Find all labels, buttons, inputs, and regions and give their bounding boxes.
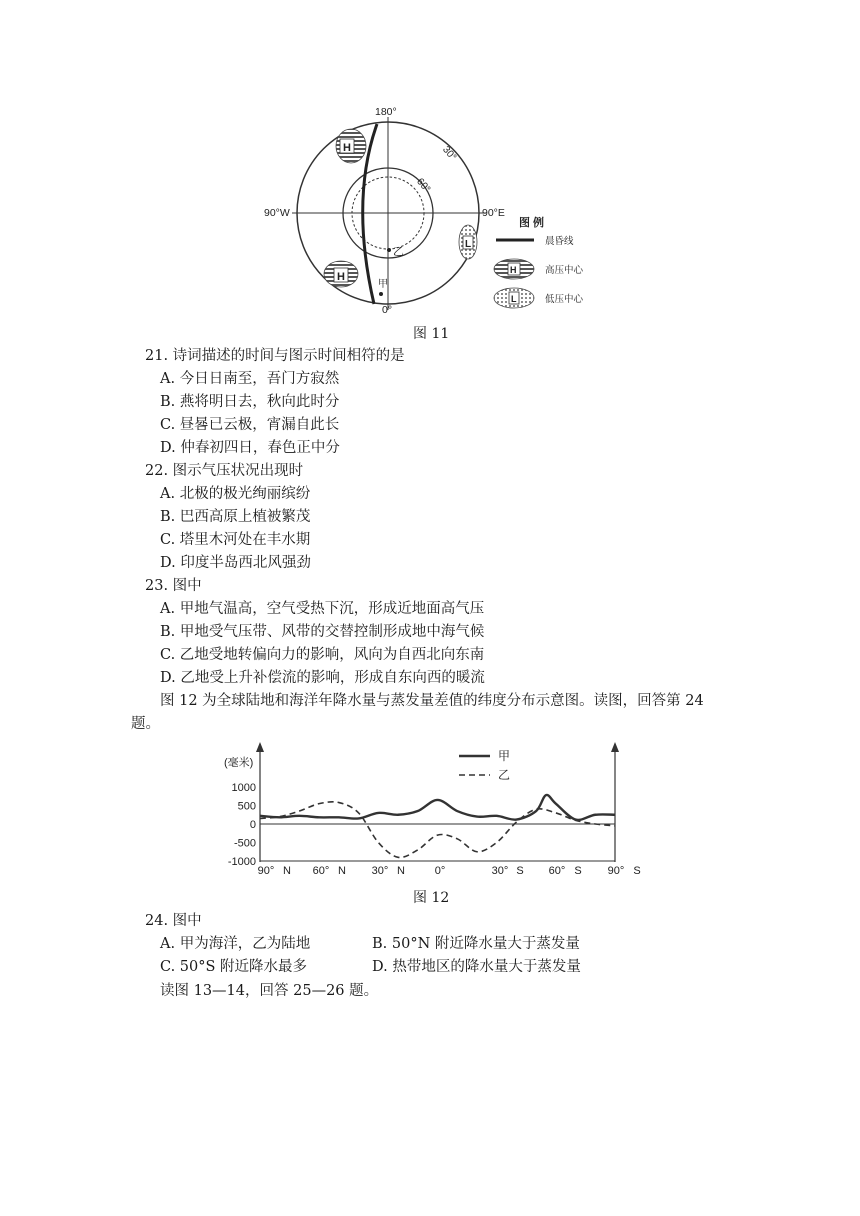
y-axis-arrow-right [611, 742, 619, 752]
label-60deg: 60° [414, 176, 433, 196]
question-23-option-a[interactable]: A. 甲地气温高，空气受热下沉，形成近地面高气压 [160, 601, 485, 617]
figure-11-polar-map [260, 100, 600, 320]
question-24-stem: 24. 图中 [145, 913, 202, 929]
x-tick-label: S [633, 865, 641, 877]
question-23-option-d[interactable]: D. 乙地受上升补偿流的影响，形成自东向西的暖流 [160, 670, 485, 686]
question-24-option-a[interactable]: A. 甲为海洋，乙为陆地 [160, 936, 311, 952]
figure-12-intro-line2: 题。 [131, 716, 160, 732]
x-tick-label: N [397, 865, 405, 877]
question-21-option-b[interactable]: B. 燕将明日去，秋向此时分 [160, 394, 340, 410]
question-22-option-c[interactable]: C. 塔里木河处在丰水期 [160, 532, 311, 548]
y-axis-unit: (毫米) [224, 757, 254, 769]
legend-terminator: 晨昏线 [545, 236, 574, 247]
x-tick-label: N [338, 865, 346, 877]
high-label: H [343, 142, 351, 154]
point-yi-label: 乙 [393, 246, 404, 258]
figure-12-chart [220, 740, 650, 880]
question-21-option-a[interactable]: A. 今日日南至，吾门方寂然 [160, 371, 340, 387]
y-tick-label: -500 [233, 837, 256, 850]
figure-12-caption: 图 12 [413, 890, 450, 906]
question-21-option-d[interactable]: D. 仲春初四日，春色正中分 [160, 440, 340, 456]
legend-low: 低压中心 [545, 294, 584, 305]
high-label: H [337, 271, 345, 283]
legend-h-letter: H [510, 265, 517, 275]
label-180: 180° [375, 106, 397, 118]
legend-title: 图 例 [519, 217, 545, 229]
question-24-option-b[interactable]: B. 50°N 附近降水量大于蒸发量 [372, 936, 580, 952]
figure-11-caption: 图 11 [413, 326, 450, 342]
x-tick-label: 90° [607, 865, 625, 877]
question-22-option-a[interactable]: A. 北极的极光绚丽缤纷 [160, 486, 311, 502]
label-90e: 90°E [482, 207, 505, 219]
question-22-option-d[interactable]: D. 印度半岛西北风强劲 [160, 555, 311, 571]
y-tick-label: 1000 [231, 782, 256, 794]
label-0: 0° [382, 304, 393, 316]
low-label: L [465, 239, 472, 250]
y-tick-label: 0 [249, 819, 256, 831]
question-22-stem: 22. 图示气压状况出现时 [145, 463, 304, 479]
figure-13-14-intro: 读图 13—14，回答 25—26 题。 [160, 983, 379, 999]
question-21-stem: 21. 诗词描述的时间与图示时间相符的是 [145, 348, 405, 364]
question-23-option-c[interactable]: C. 乙地受地转偏向力的影响，风向为自西北向东南 [160, 647, 485, 663]
point-jia-label: 甲 [378, 279, 388, 290]
x-tick-label: 90° [257, 865, 275, 877]
legend-high: 高压中心 [545, 265, 584, 276]
question-24-option-d[interactable]: D. 热带地区的降水量大于蒸发量 [372, 959, 581, 975]
question-23-option-b[interactable]: B. 甲地受气压带、风带的交替控制形成地中海气候 [160, 624, 485, 640]
question-21-option-c[interactable]: C. 昼晷已云极，宵漏自此长 [160, 417, 340, 433]
x-tick-label: 60° [548, 865, 566, 877]
label-30deg: 30° [440, 144, 459, 164]
x-tick-label: S [574, 865, 582, 877]
question-23-stem: 23. 图中 [145, 578, 202, 594]
y-tick-label: -1000 [227, 856, 256, 868]
legend-l-letter: L [511, 294, 517, 304]
x-tick-label: 30° [491, 865, 509, 877]
y-tick-label: 500 [237, 800, 256, 813]
legend-label-jia: 甲 [498, 749, 511, 763]
series-line-jia [260, 795, 615, 820]
legend-label-yi: 乙 [498, 768, 511, 782]
figure-12-intro-line1: 图 12 为全球陆地和海洋年降水量与蒸发量差值的纬度分布示意图。读图，回答第 24 [160, 693, 704, 709]
x-tick-label: 60° [312, 865, 330, 877]
x-tick-label: 30° [371, 865, 389, 877]
y-axis-arrow-left [256, 742, 264, 752]
label-90w: 90°W [264, 207, 290, 219]
x-tick-label: S [516, 865, 524, 877]
question-24-option-c[interactable]: C. 50°S 附近降水最多 [160, 959, 308, 975]
question-22-option-b[interactable]: B. 巴西高原上植被繁茂 [160, 509, 311, 525]
x-tick-label: 0° [434, 865, 446, 877]
x-tick-label: N [283, 865, 291, 877]
